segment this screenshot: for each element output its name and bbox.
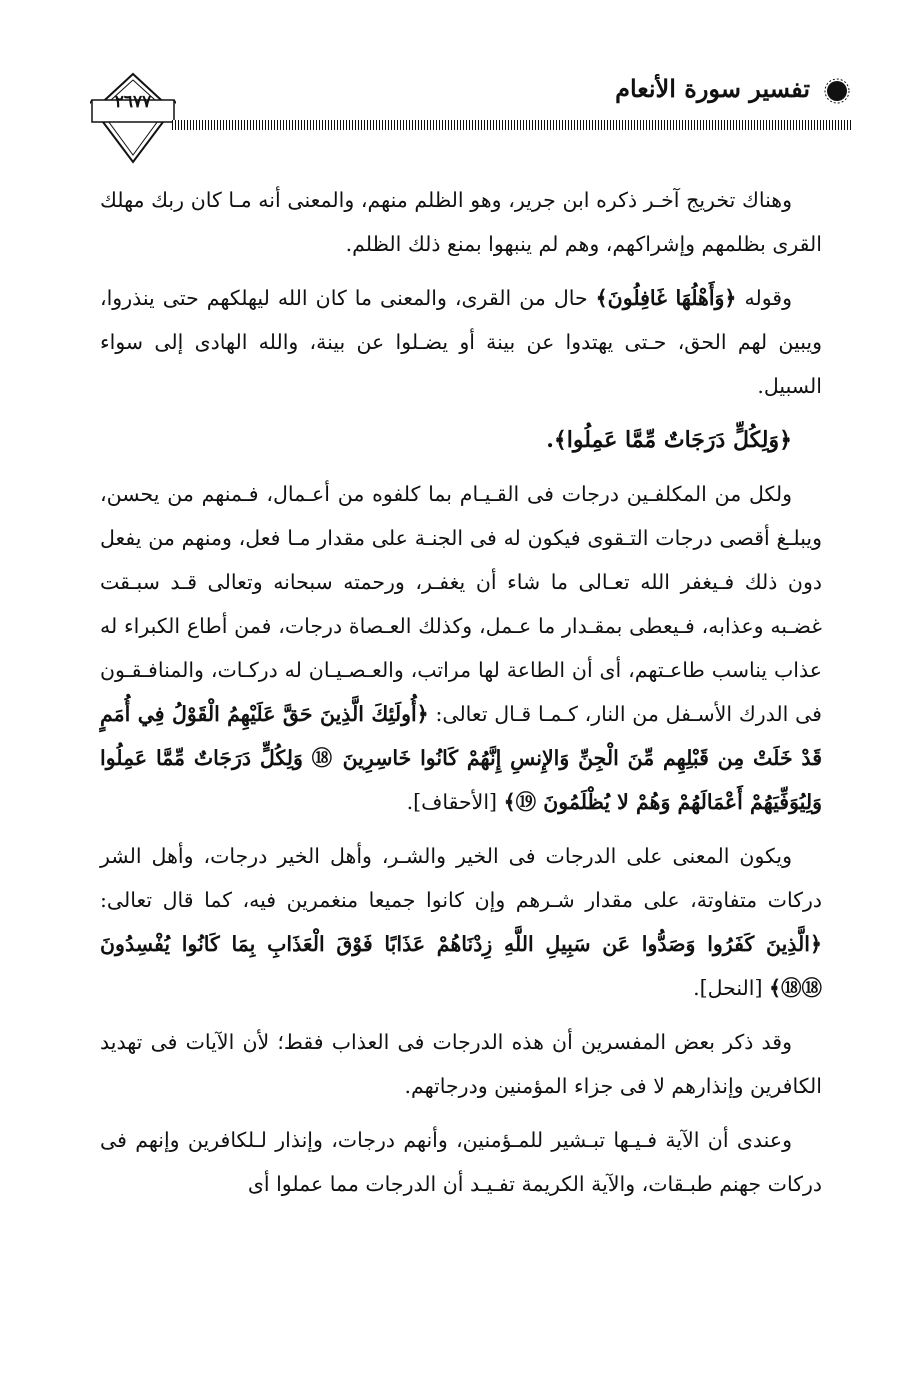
paragraph <box>100 178 822 266</box>
page-number-badge <box>90 70 176 166</box>
paragraph-text: وهناك تخريج آخـر ذكره ابن جرير، وهو الظلم منهم، والمعنى أنه مـا كان ربك مهلك القرى بظلمهم وإشراكهم، وهم لم ينبهوا بمنع ذلك الظلم. <box>100 188 822 256</box>
verse-text: ﴿وَلِكُلٍّ دَرَجَاتٌ مِّمَّا عَمِلُوا﴾. <box>546 427 792 453</box>
paragraph-text: وعندى أن الآية فـيـها تبـشير للمـؤمنين، وأنهم درجات، وإنذار لـلكافرين وإنهم فى دركات جهنم طبـقات، والآية الكريمة تفـيـد أن الدرجات مما عملوا أى <box>100 1128 822 1196</box>
paragraph-text: حال من القرى، والمعنى ما كان الله ليهلكهم حتى ينذروا، ويبين لهم الحق، حـتى يهتدوا عن بينة أو يضـلوا عن بينة، والله الهادى إلى سواء السبيل. <box>100 286 822 398</box>
paragraph <box>100 472 822 824</box>
quran-quote: ﴿وَأَهْلُهَا غَافِلُونَ﴾ <box>595 286 737 310</box>
paragraph-text: ويكون المعنى على الدرجات فى الخير والشـر، وأهل الخير درجات، وأهل الشر دركات متفاوتة، على مقدار شـرهم وإن كانوا جميعا منغمرين فيه، كما قال تعالى: <box>100 844 822 912</box>
quran-quote: ﴿أُولَئِكَ الَّذِينَ حَقَّ عَلَيْهِمُ الْقَوْلُ فِي أُمَمٍ قَدْ خَلَتْ مِن قَبْلِهِم مِّنَ الْجِنِّ وَالإِنسِ إِنَّهُمْ كَانُوا خَاسِرِينَ ⑱ وَلِكُلٍّ دَرَجَاتٌ مِّمَّا عَمِلُوا وَلِيُوَفِّيَهُمْ أَعْمَالَهُمْ وَهُمْ لا يُظْلَمُونَ ⑲﴾ <box>100 702 822 814</box>
paragraph <box>100 834 822 1010</box>
paragraph-text: وقوله <box>736 286 792 310</box>
quran-quote: ﴿الَّذِينَ كَفَرُوا وَصَدُّوا عَن سَبِيلِ اللَّهِ زِدْنَاهُمْ عَذَابًا فَوْقَ الْعَذَابِ بِمَا كَانُوا يُفْسِدُونَ ⑱⑱﴾ <box>100 932 822 1000</box>
diamond-frame-icon <box>90 70 176 166</box>
verse-heading <box>100 418 822 462</box>
body-text <box>100 178 822 1216</box>
page-header <box>90 62 850 162</box>
paragraph <box>100 1020 822 1108</box>
surah-reference: [النحل]. <box>693 976 769 1000</box>
header-rule <box>172 120 852 130</box>
ornament-icon <box>824 78 850 104</box>
page-number: ٢٦٧٧ <box>114 92 152 112</box>
paragraph <box>100 276 822 408</box>
paragraph <box>100 1118 822 1206</box>
running-title: تفسير سورة الأنعام <box>615 74 810 103</box>
surah-reference: [الأحقاف]. <box>406 790 504 814</box>
paragraph-text: ولكل من المكلفـين درجات فى القـيـام بما كلفوه من أعـمال، فـمنهم من يحسن، ويبلـغ أقصى درجات التـقوى فيكون له فى الجنـة على مقدار مـا فعل، ومنهم من يفعل دون ذلك فـيغفر الله تعـالى ما شاء أن يغفـر، ورحمته سبحانه وتعالى قـد سبـقت غضـبه وعذابه، فـيعطى بمقـدار ما عـمل، وكذلك العـصاة درجات، فمن أطاع الكبراء له عذاب يناسب طاعـتهم، أى أن الطاعة لها مراتب، والعـصـيـان له دركـات، والمنافـقـون فى الدرك الأسـفل من النار، كـمـا قـال تعالى: <box>100 482 822 726</box>
paragraph-text: وقد ذكر بعض المفسرين أن هذه الدرجات فى العذاب فقط؛ لأن الآيات فى تهديد الكافرين وإنذارهم لا فى جزاء المؤمنين ودرجاتهم. <box>100 1030 822 1098</box>
